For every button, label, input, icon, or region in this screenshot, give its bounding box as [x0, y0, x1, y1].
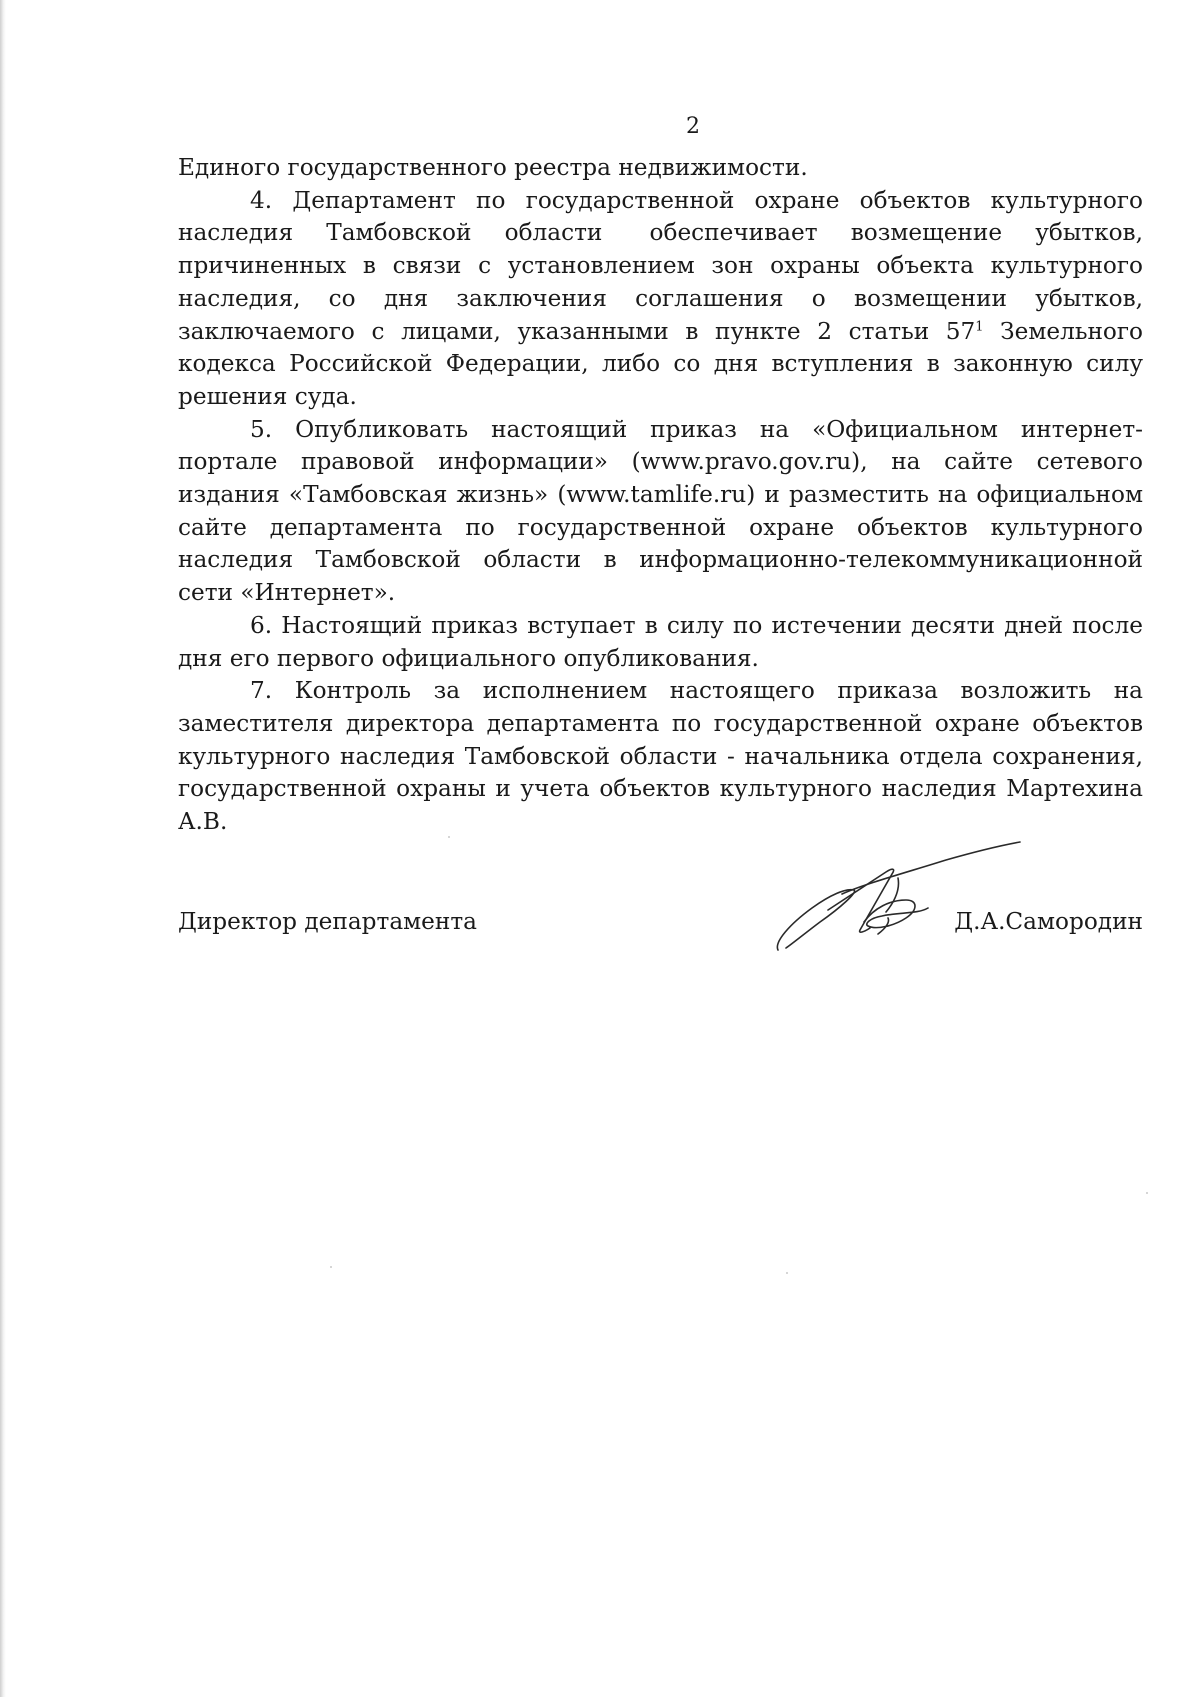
signer-position: Директор департамента [178, 908, 478, 935]
paragraph-5: 5. Опубликовать настоящий приказ на «Официальном интернет-портале правовой информации» (www.pravo.gov.ru), на сайте сетевого издания «Тамбовская жизнь» (www.tamlife.ru) и разместить на официальном сайте департамента по государственной охране объектов культурного наследия Тамбовской области в информационно-телекоммуникационной сети «Интернет». [178, 415, 1143, 607]
scan-edge-shadow [0, 0, 6, 1697]
signature-block [178, 896, 1143, 956]
paragraph-4-text-b: обеспечивает возмещение убытков, причиненных в связи с установлением зон охраны объекта культурного наследия, со дня заключения соглашения о возмещении убытков, заключаемого с лицами, указанными в пункте 2 статьи 57 [178, 219, 1143, 345]
paragraph-7: 7. Контроль за исполнением настоящего приказа возложить на заместителя директора департамента по государственной охране объектов культурного наследия Тамбовской области - начальника отдела сохранения, государственной охраны и учета объектов культурного наследия Мартехина А.В. [178, 677, 1143, 836]
scan-speck [448, 836, 450, 838]
paragraph-4 [178, 185, 1143, 414]
scan-speck [330, 1266, 332, 1268]
signer-name: Д.А.Самородин [954, 908, 1143, 935]
paragraph-4-text-a: 4. Департамент по государственной охране объектов культурного наследия Тамбовской области [178, 186, 1143, 247]
paragraph-continuation: Единого государственного реестра недвижимости. [178, 154, 808, 181]
document-body [178, 152, 1143, 839]
scan-speck [786, 1272, 788, 1274]
article-superscript: 1 [975, 318, 984, 334]
paragraph-6: 6. Настоящий приказ вступает в силу по истечении десяти дней после дня его первого официального опубликования. [178, 611, 1143, 672]
scan-speck [1146, 1192, 1148, 1194]
page-number: 2 [686, 114, 700, 139]
paragraph-4-text-c: Земельного кодекса Российской Федерации, либо со дня вступления в законную силу решения суда. [178, 317, 1143, 410]
